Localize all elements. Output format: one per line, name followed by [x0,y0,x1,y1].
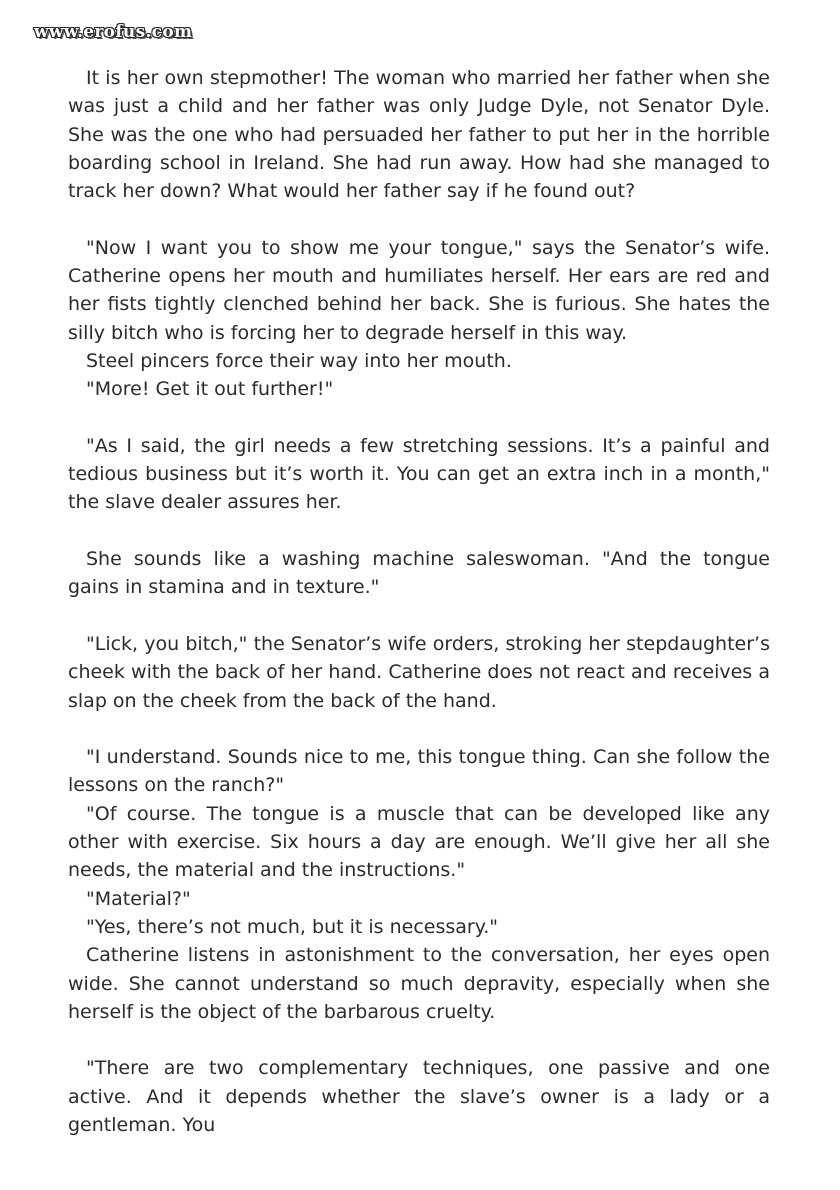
paragraph: "As I said, the girl needs a few stretching sessions. It’s a painful and tedious business but it’s worth it. You can get an extra inch in a month," the slave dealer assures her. [68,434,770,514]
paragraph: It is her own stepmother! The woman who married her father when she was just a child and her father was only Judge Dyle, not Senator Dyle. She was the one who had persuaded her father to put her in the horrible boarding school in Ireland. She had run away. How had she managed to track her down? What would her father say if he found out? [68,67,770,203]
paragraph: "Material?" [86,887,191,910]
paragraph: "Yes, there’s not much, but it is necessary." [86,915,499,938]
paragraph: Steel pincers force their way into her mouth. [86,349,512,372]
page-body [68,64,770,1139]
watermark: www.erofus.com [34,22,193,42]
paragraph: "Now I want you to show me your tongue," says the Senator’s wife. Catherine opens her mouth and humiliates herself. Her ears are red and her fists tightly clenched behind her back. She is furious. She hates the silly bitch who is forcing her to degrade herself in this way. [68,236,770,344]
paragraph: "Lick, you bitch," the Senator’s wife orders, stroking her stepdaughter’s cheek with the back of her hand. Catherine does not react and receives a slap on the cheek from the back of the hand. [68,632,770,712]
paragraph: "There are two complementary techniques, one passive and one active. And it depends whether the slave’s owner is a lady or a gentleman. You [68,1057,770,1136]
paragraph: Catherine listens in astonishment to the conversation, her eyes open wide. She cannot understand so much depravity, especially when she herself is the object of the barbarous cruelty. [68,944,770,1023]
paragraph: "More! Get it out further!" [86,378,334,401]
paragraph: She sounds like a washing machine saleswoman. "And the tongue gains in stamina and in texture." [68,548,770,599]
paragraph: "I understand. Sounds nice to me, this tongue thing. Can she follow the lessons on the ranch?" [68,746,770,797]
paragraph: "Of course. The tongue is a muscle that can be developed like any other with exercise. Six hours a day are enough. We’ll give her all she needs, the material and the instructions." [68,802,770,882]
